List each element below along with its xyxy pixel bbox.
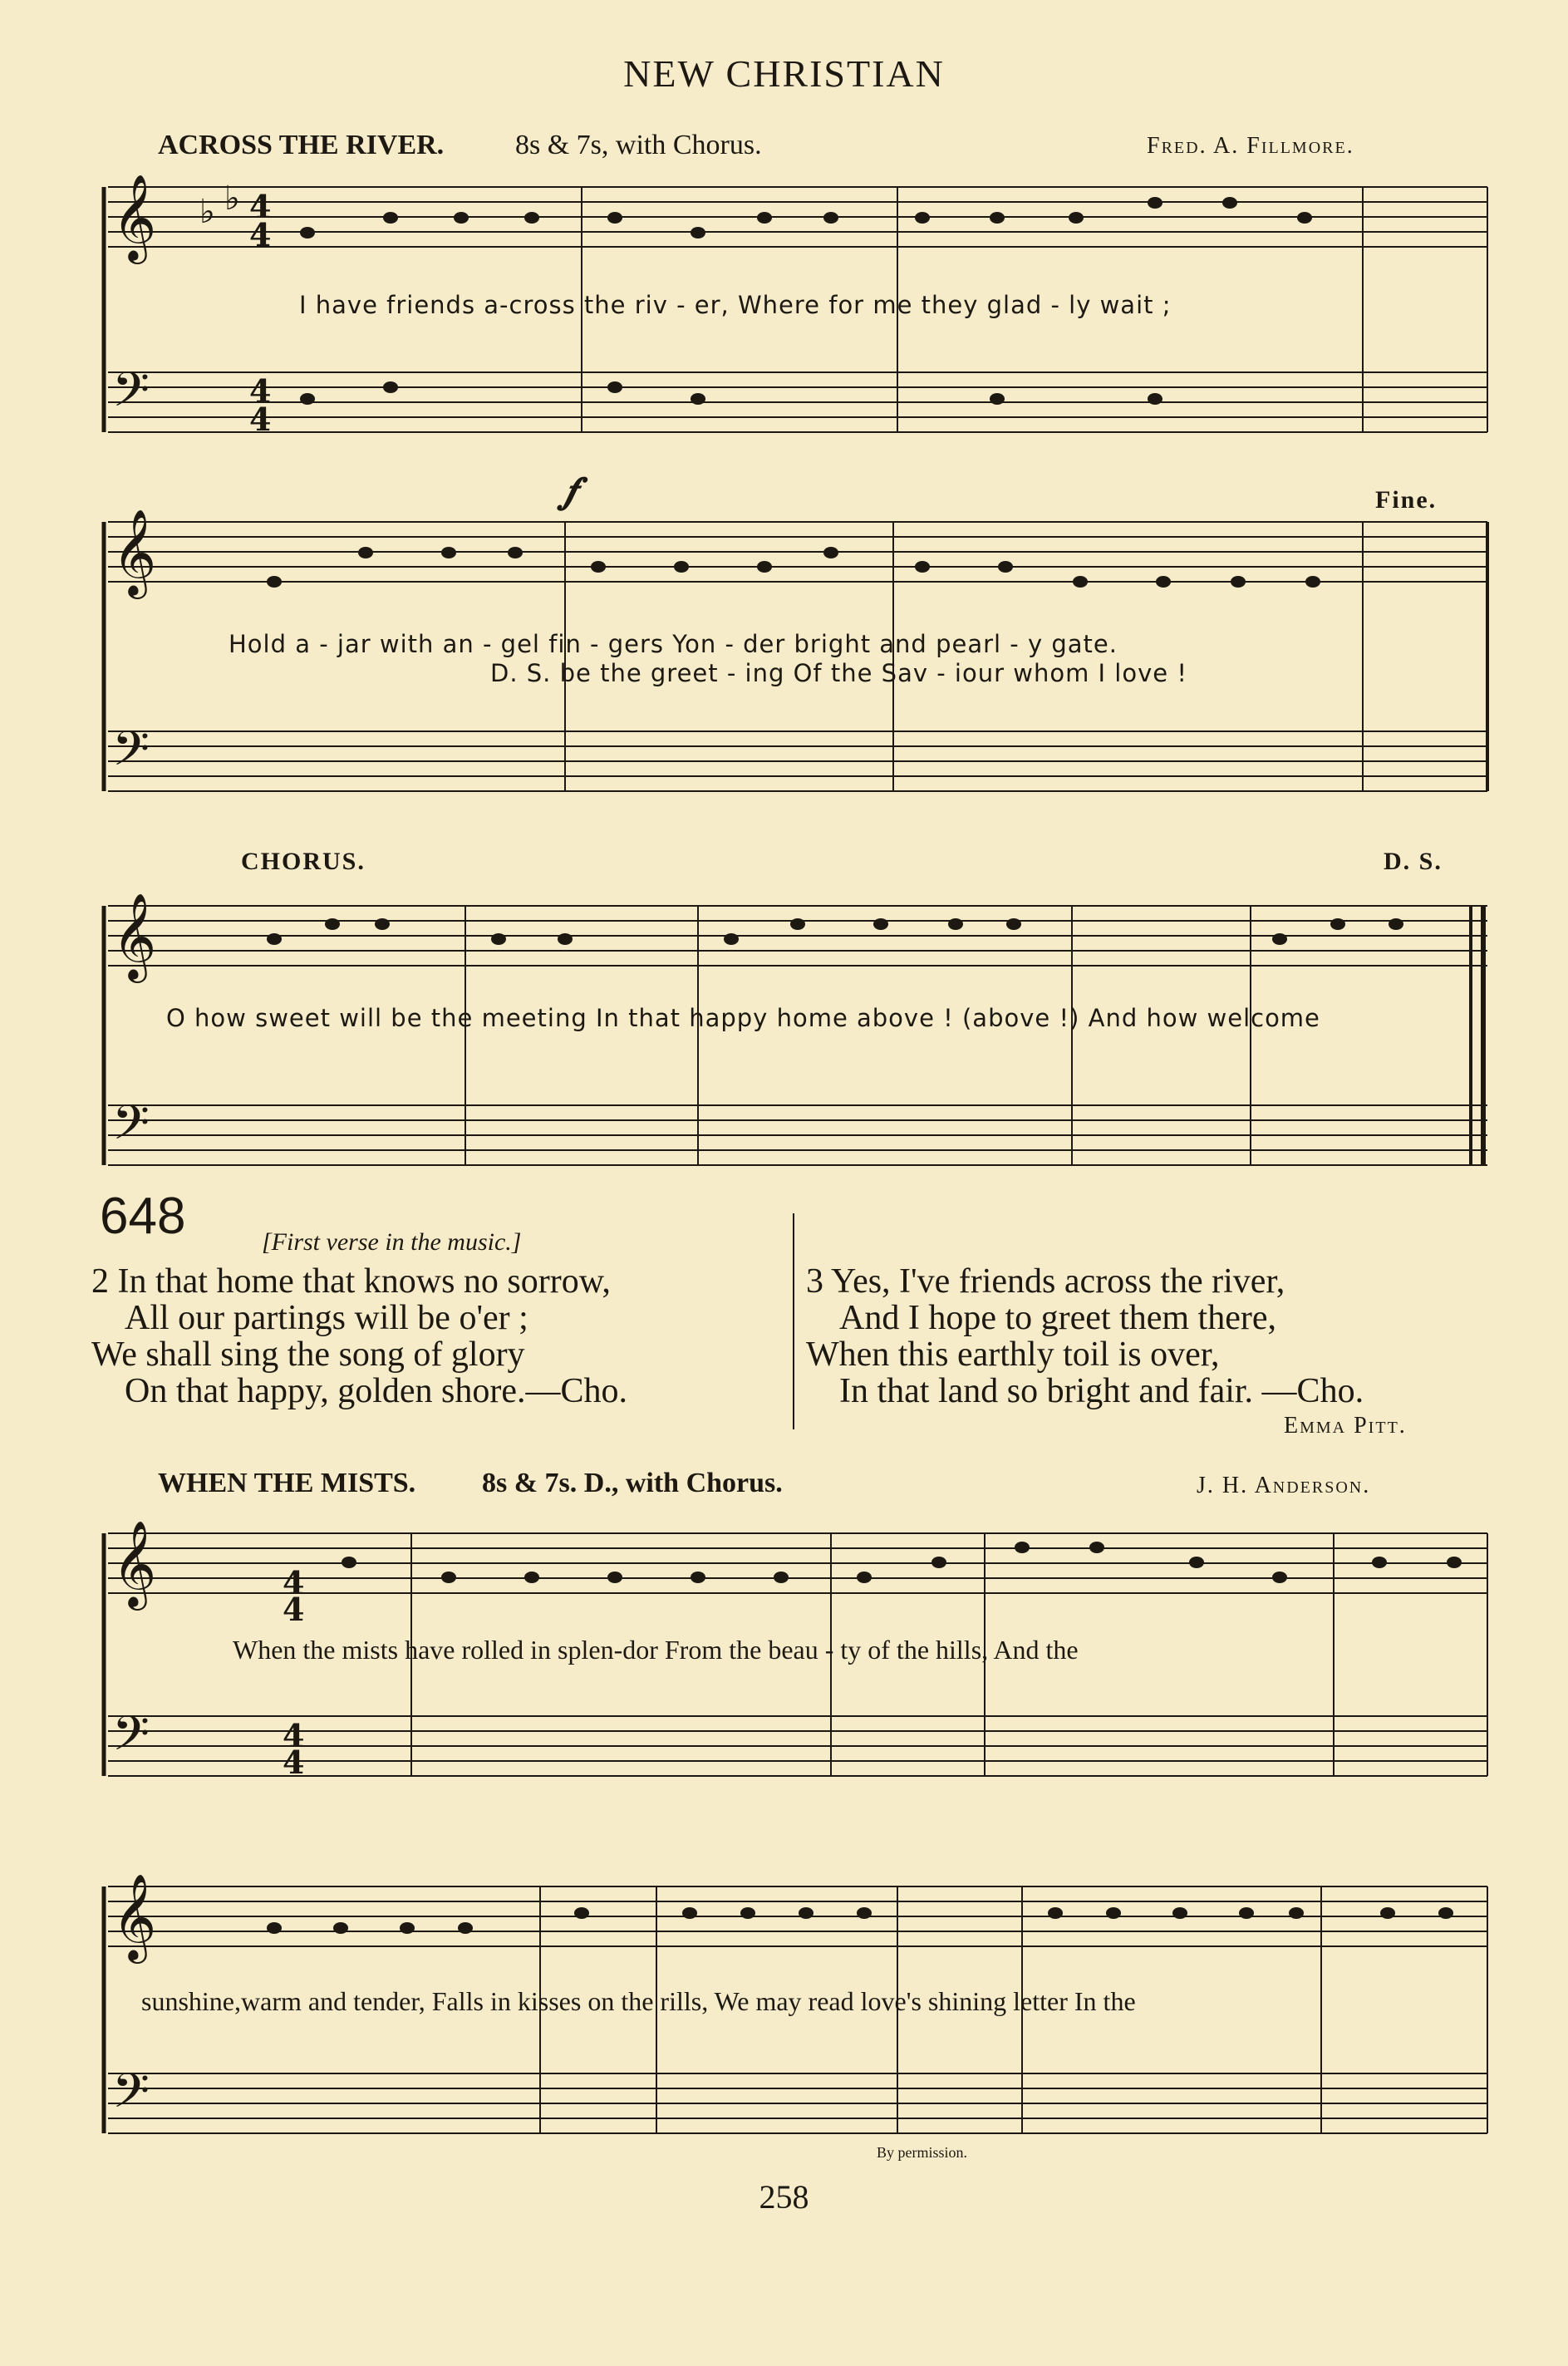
lyrics-line-1: I have friends a-cross the riv - er, Where for me they glad - ly wait ; bbox=[299, 291, 1172, 319]
svg-text:4: 4 bbox=[283, 1591, 305, 1628]
composer: J. H. Anderson. bbox=[1197, 1473, 1371, 1498]
svg-text:𝄢: 𝄢 bbox=[112, 1094, 150, 1163]
verse-2 bbox=[91, 1263, 627, 1409]
verse-2-line: 2 In that home that knows no sorrow, bbox=[91, 1262, 611, 1301]
verse-2-line: All our partings will be o'er ; bbox=[125, 1299, 528, 1337]
verse-3-line: When this earthly toil is over, bbox=[806, 1335, 1220, 1374]
chorus-mark: CHORUS. bbox=[241, 848, 366, 875]
permission-note: By permission. bbox=[877, 2144, 968, 2161]
hymn-title-across-the-river: ACROSS THE RIVER. bbox=[158, 130, 445, 160]
fine-mark: Fine. bbox=[1375, 486, 1438, 514]
svg-text:4: 4 bbox=[249, 401, 272, 438]
hymn-number: 648 bbox=[100, 1188, 186, 1245]
svg-text:4: 4 bbox=[249, 372, 272, 410]
svg-text:𝄢: 𝄢 bbox=[112, 1705, 150, 1773]
svg-text:4: 4 bbox=[283, 1744, 305, 1781]
hymn-meter: 8s & 7s, with Chorus. bbox=[515, 130, 762, 160]
svg-text:𝄢: 𝄢 bbox=[112, 362, 150, 430]
verse-2-line: On that happy, golden shore.—Cho. bbox=[125, 1372, 628, 1410]
verse-author: Emma Pitt. bbox=[1284, 1413, 1407, 1439]
first-verse-note: [First verse in the music.] bbox=[262, 1228, 522, 1256]
sforzando-mark: 𝆑 bbox=[565, 470, 579, 511]
verse-3-line: 3 Yes, I've friends across the river, bbox=[806, 1262, 1285, 1301]
ds-mark: D. S. bbox=[1384, 848, 1443, 875]
svg-text:4: 4 bbox=[283, 1717, 305, 1754]
svg-text:𝄞: 𝄞 bbox=[112, 174, 157, 261]
verse-3 bbox=[806, 1263, 1364, 1409]
composer: Fred. A. Fillmore. bbox=[1147, 133, 1354, 159]
verse-2-line: We shall sing the song of glory bbox=[91, 1335, 525, 1374]
lyrics-line-1: When the mists have rolled in splen-dor From the beau - ty of the hills, And the bbox=[233, 1635, 1079, 1665]
running-head: NEW CHRISTIAN bbox=[623, 52, 945, 95]
verse-3-line: And I hope to greet them there, bbox=[839, 1299, 1276, 1337]
svg-text:𝄞: 𝄞 bbox=[112, 893, 157, 980]
svg-text:𝄢: 𝄢 bbox=[112, 721, 150, 789]
svg-text:4: 4 bbox=[249, 216, 272, 253]
lyrics-chorus: O how sweet will be the meeting In that happy home above ! (above !) And how welcome bbox=[166, 1004, 1320, 1032]
lyrics-line-2: sunshine,warm and tender, Falls in kisses on the rills, We may read love's shining letter In the bbox=[141, 1986, 1136, 2016]
svg-text:𝄞: 𝄞 bbox=[112, 509, 157, 596]
svg-text:𝄞: 𝄞 bbox=[112, 1873, 157, 1960]
svg-text:4: 4 bbox=[283, 1564, 305, 1601]
verse-3-line: In that land so bright and fair. —Cho. bbox=[839, 1372, 1364, 1410]
lyrics-line-2: Hold a - jar with an - gel fin - gers Yon - der bright and pearl - y gate. bbox=[229, 630, 1118, 658]
svg-text:4: 4 bbox=[249, 188, 272, 225]
page-number: 258 bbox=[759, 2178, 809, 2216]
svg-text:♭: ♭ bbox=[199, 192, 215, 231]
hymn-meter: 8s & 7s. D., with Chorus. bbox=[482, 1468, 783, 1498]
hymn-title-when-the-mists: WHEN THE MISTS. bbox=[158, 1468, 416, 1498]
svg-text:𝄞: 𝄞 bbox=[112, 1520, 157, 1607]
svg-text:♭: ♭ bbox=[224, 179, 240, 218]
svg-text:𝄢: 𝄢 bbox=[112, 2063, 150, 2131]
lyrics-line-2-ds: D. S. be the greet - ing Of the Sav - iour whom I love ! bbox=[490, 659, 1187, 687]
